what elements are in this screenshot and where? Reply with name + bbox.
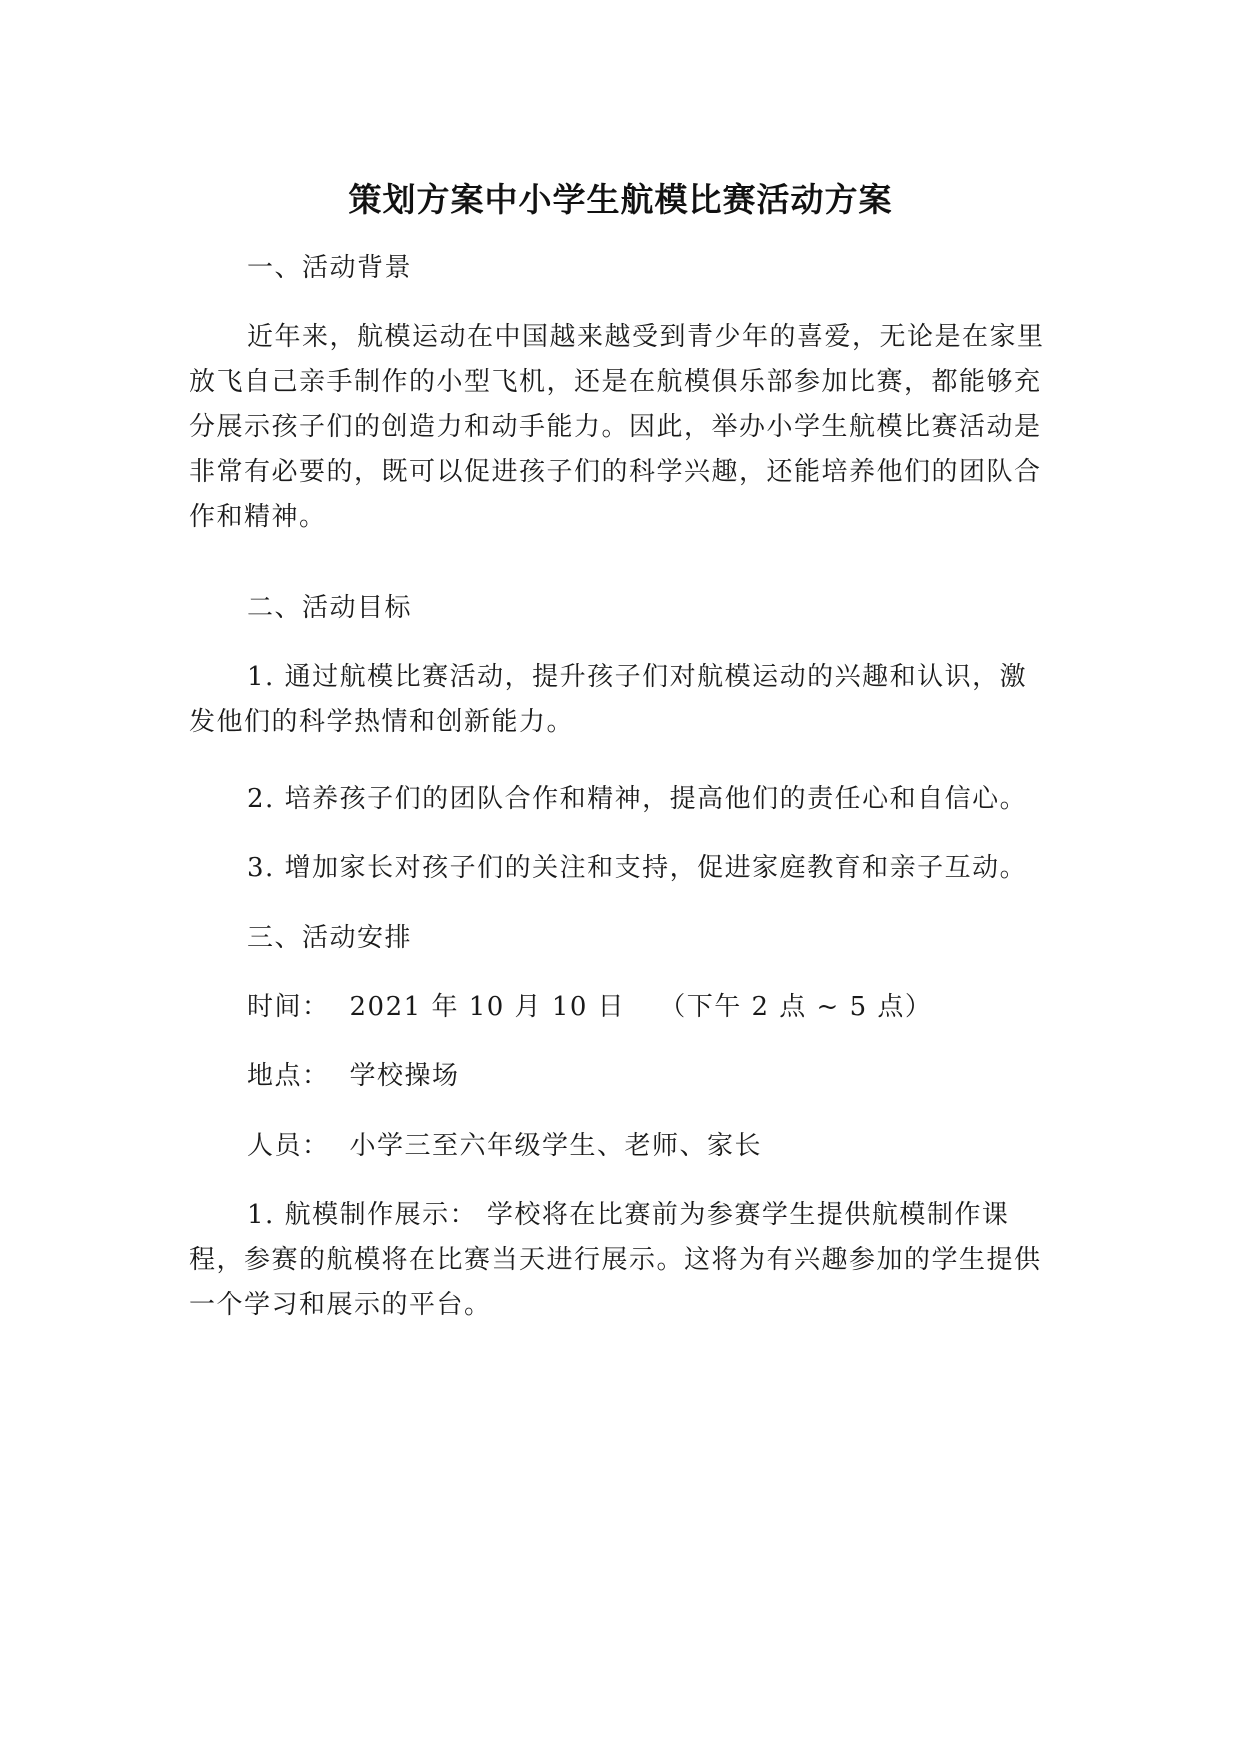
place-label: 地点： — [247, 1061, 330, 1091]
section-heading-goals: 二、活动目标 — [247, 593, 413, 623]
background-paragraph: 近年来，航模运动在中国越来越受到青少年的喜爱，无论是在家里放飞自己亲手制作的小型飞机，还是在航模俱乐部参加比赛，都能够充分展示孩子们的创造力和动手能力。因此，举办小学生航模比赛活动是非常有必要的，既可以促进孩子们的科学兴趣，还能培养他们的团队合作和精神。 — [189, 322, 1045, 532]
place-value: 学校操场 — [349, 1061, 460, 1091]
section-heading-schedule: 三、活动安排 — [247, 923, 413, 953]
schedule-item-1: 1. 航模制作展示： 学校将在比赛前为参赛学生提供航模制作课程，参赛的航模将在比赛当天进行展示。这将为有兴趣参加的学生提供一个学习和展示的平台。 — [189, 1200, 1042, 1320]
goal-item-3: 3. 增加家长对孩子们的关注和支持，促进家庭教育和亲子互动。 — [247, 853, 1028, 883]
time-value: 2021 年 10 月 10 日 — [349, 992, 626, 1022]
schedule-people — [247, 1124, 762, 1169]
document-title: 策划方案中小学生航模比赛活动方案 — [348, 180, 893, 219]
goal-item-2: 2. 培养孩子们的团队合作和精神，提高他们的责任心和自信心。 — [247, 784, 1028, 814]
goal-item-1: 1. 通过航模比赛活动，提升孩子们对航模运动的兴趣和认识，激发他们的科学热情和创新能力。 — [189, 662, 1028, 737]
people-label: 人员： — [247, 1131, 330, 1161]
time-note: （下午 2 点 ~ 5 点） — [659, 992, 933, 1022]
people-value: 小学三至六年级学生、老师、家长 — [349, 1131, 763, 1161]
time-label: 时间： — [247, 992, 330, 1022]
schedule-time — [247, 985, 932, 1030]
schedule-place — [247, 1054, 460, 1099]
section-heading-background: 一、活动背景 — [247, 253, 413, 283]
